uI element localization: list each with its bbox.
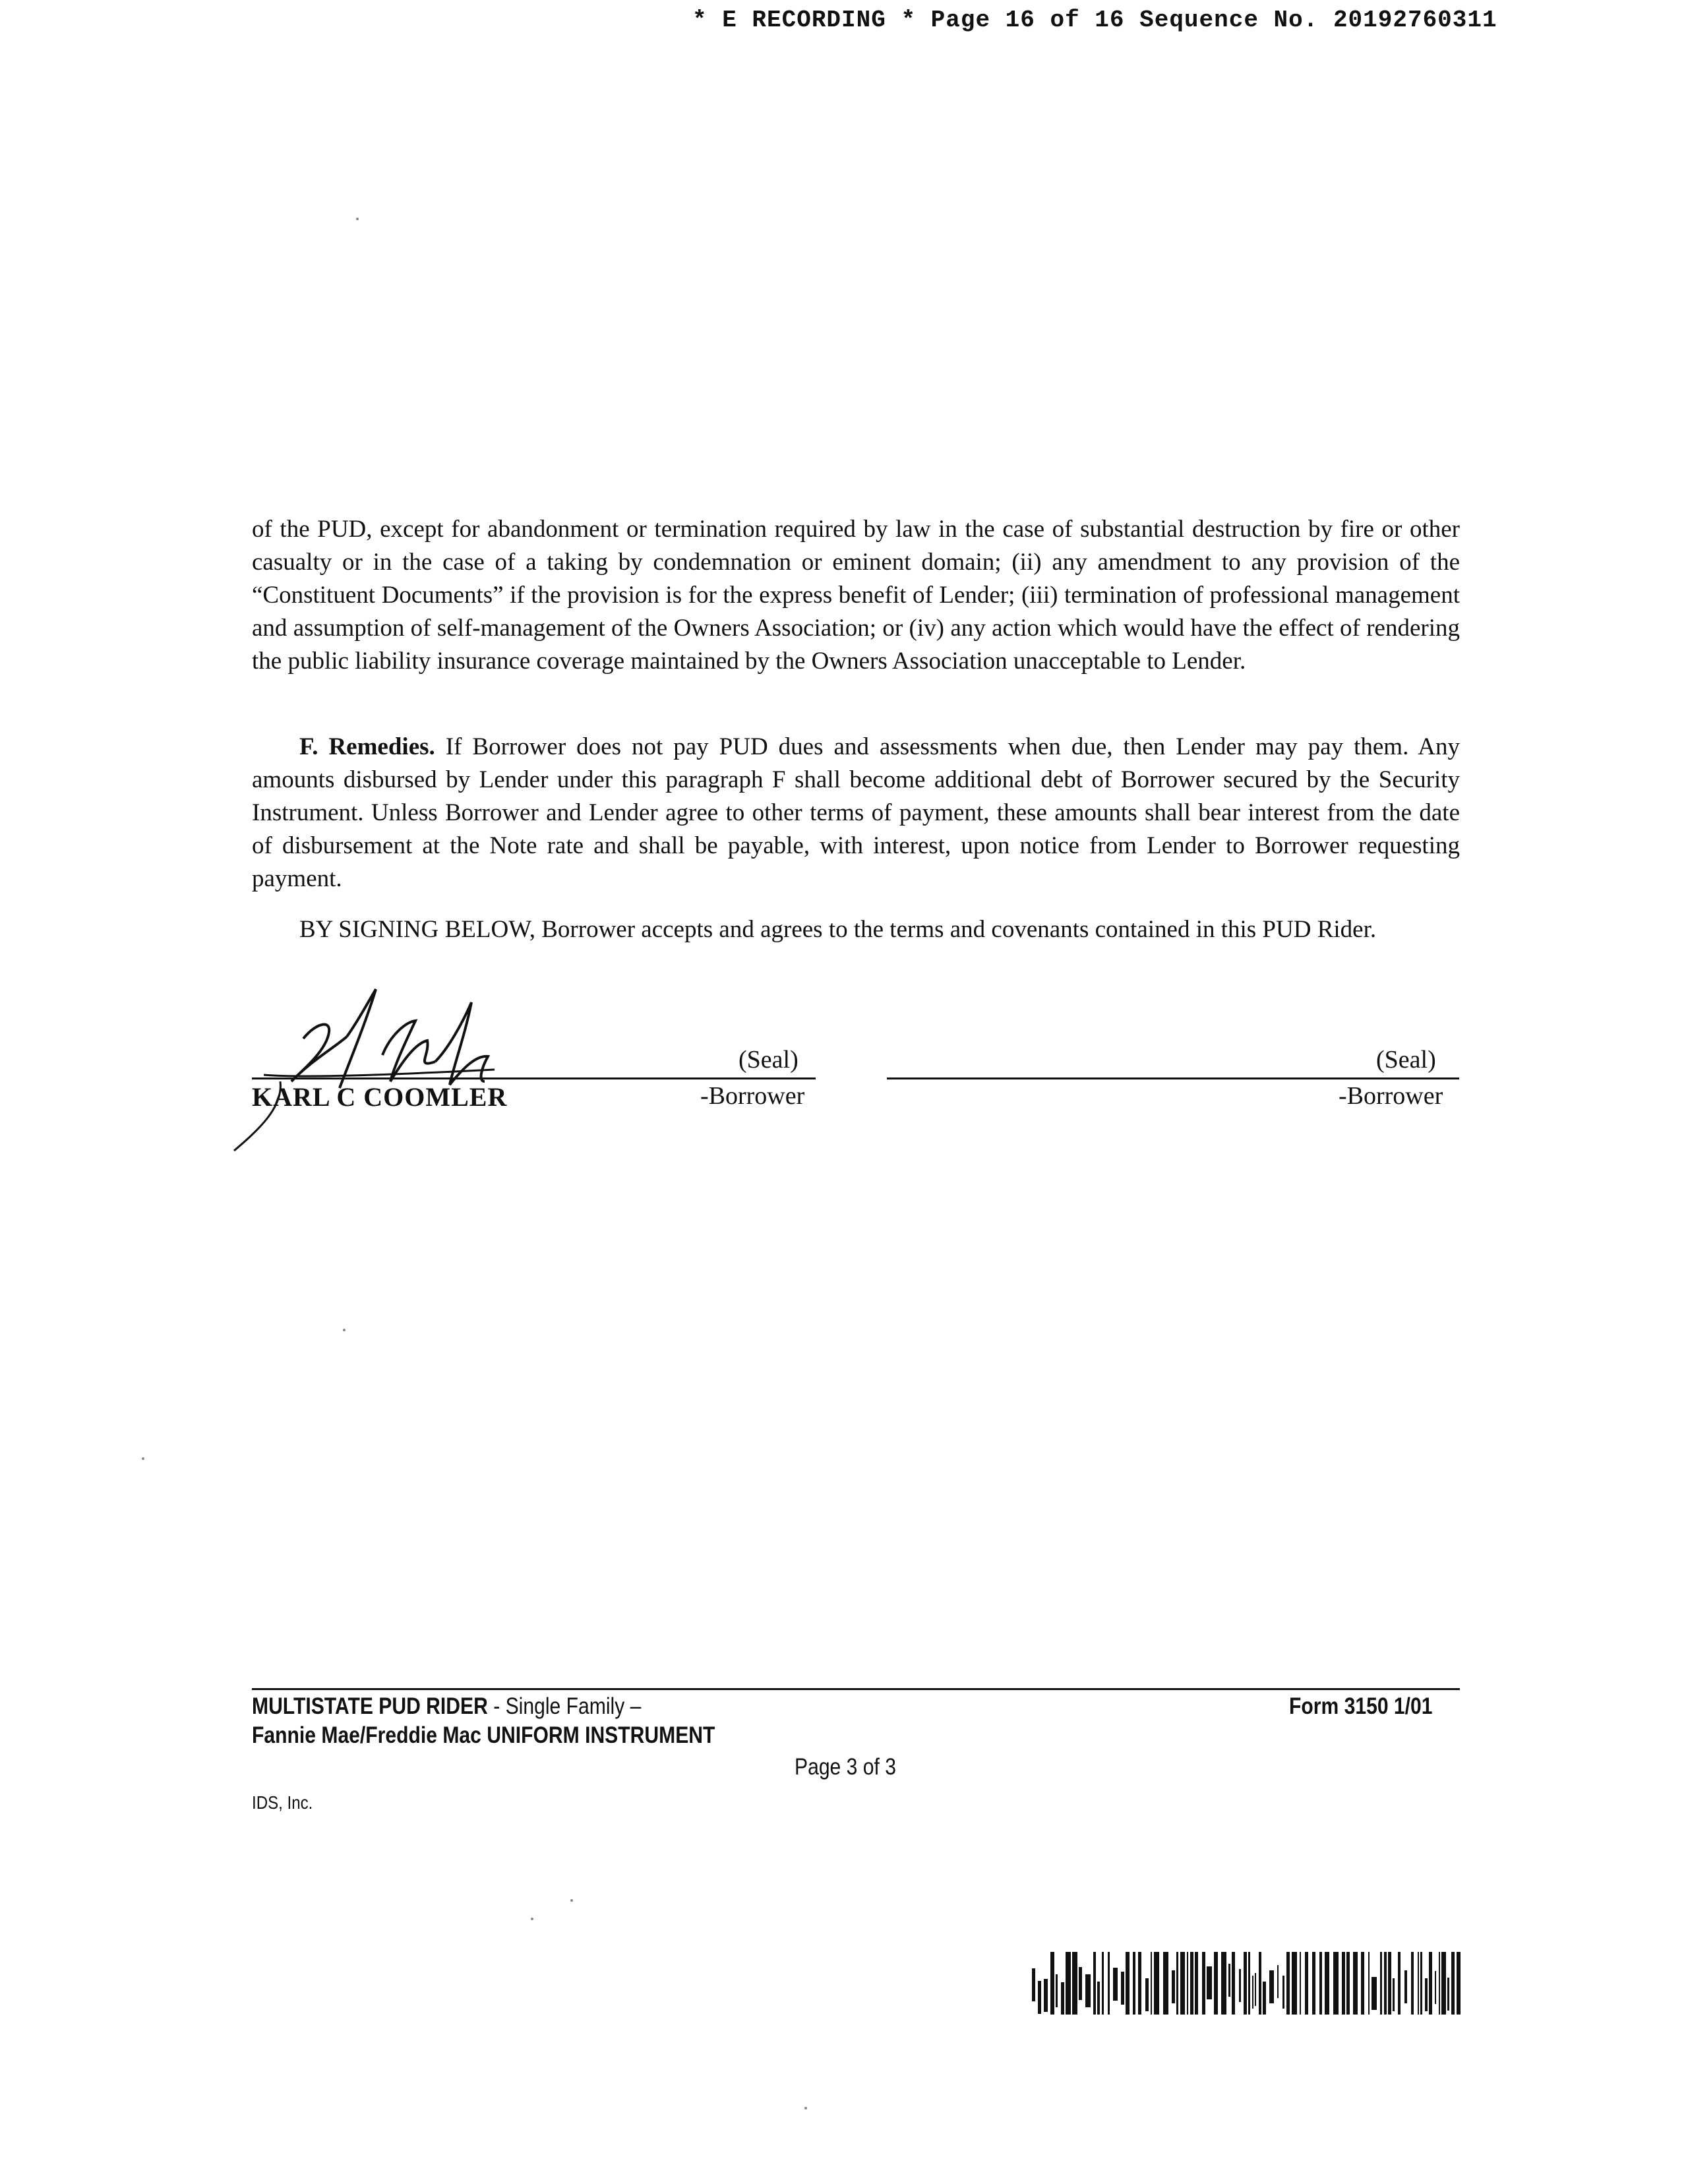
barcode-bar: [1411, 1952, 1414, 2015]
barcode-bar: [1050, 1952, 1054, 2015]
barcode-bar: [1384, 1952, 1387, 2015]
scan-speck: [356, 218, 359, 220]
vendor-label: IDS, Inc.: [252, 1792, 313, 1813]
barcode-bar: [1418, 1952, 1419, 2015]
barcode-bar: [1061, 1982, 1064, 2015]
barcode-bar: [1113, 1968, 1118, 2001]
barcode-bar: [1133, 1952, 1135, 2015]
form-title-rest: - Single Family –: [487, 1693, 642, 1719]
barcode-bar: [1319, 1952, 1322, 2015]
barcode-bar: [1342, 1952, 1345, 2015]
borrower-signature-line: [252, 1077, 816, 1079]
barcode-bar: [1361, 1952, 1364, 2015]
barcode-bar: [1447, 1978, 1449, 2011]
barcode-bar: [1312, 1952, 1315, 2015]
barcode-bar: [1145, 1978, 1149, 2011]
barcode-bar: [1154, 1952, 1159, 2015]
barcode-bar: [1353, 1952, 1358, 2015]
barcode-bar: [1441, 1952, 1446, 2015]
barcode-bar: [1187, 1952, 1188, 2015]
barcode-bar: [1195, 1952, 1198, 2015]
barcode-bar: [1255, 1973, 1256, 2006]
barcode-bar: [1259, 1952, 1261, 2015]
barcode-bar: [1252, 1976, 1253, 2009]
barcode-bar: [1439, 1952, 1440, 2015]
barcode-bar: [1221, 1952, 1226, 2015]
barcode-bar: [1300, 1952, 1301, 2015]
barcode-bar: [1263, 1982, 1266, 2015]
barcode-bar: [1172, 1970, 1175, 2003]
barcode-bar: [1398, 1952, 1401, 2015]
barcode-bar: [1429, 1952, 1432, 2015]
barcode-bar: [1380, 1952, 1382, 2015]
barcode-bar: [1151, 1952, 1152, 2015]
barcode-bar: [1032, 1968, 1035, 2001]
barcode-bar: [1202, 1952, 1205, 2015]
barcode-bar: [1138, 1952, 1141, 2015]
barcode-bar: [1388, 1952, 1391, 2015]
barcode-bar: [1232, 1952, 1235, 2015]
seal-label: (Seal): [738, 1046, 799, 1074]
remedies-text: If Borrower does not pay PUD dues and assessments when due, then Lender may pay them. Any amounts disbursed by Lender under this paragraph F shall become additional debt of Borrower secured by the Security Instrument. Unless Borrower and Lender agree to other terms of payment, these amounts shall bear interest from the date of disbursement at the Note rate and shall be payable, with interest, upon notice from Lender to Borrower requesting payment.: [252, 733, 1460, 892]
barcode-bar: [1368, 1952, 1370, 2015]
co-borrower-seal-label: (Seal): [1376, 1046, 1436, 1074]
remedies-heading: F. Remedies.: [299, 733, 435, 760]
barcode-bar: [1126, 1952, 1130, 2015]
barcode-bar: [1066, 1952, 1071, 2015]
barcode-bar: [1325, 1952, 1329, 2015]
co-borrower-signature-line: [887, 1077, 1459, 1079]
barcode-bar: [1248, 1952, 1250, 2015]
barcode-bar: [1282, 1976, 1284, 2009]
barcode-bar: [1404, 1970, 1407, 2003]
scan-speck: [142, 1457, 144, 1460]
barcode-bar: [1097, 1982, 1100, 2015]
barcode-bar: [1286, 1952, 1290, 2015]
barcode-bar: [1425, 1978, 1428, 2011]
barcode-bar: [1372, 1977, 1377, 2010]
barcode-bar: [1207, 1966, 1212, 1999]
barcode-bar: [1085, 1974, 1091, 2007]
barcode-bar: [1346, 1952, 1350, 2015]
barcode-bar: [1044, 1979, 1048, 2012]
barcode-bar: [1451, 1952, 1455, 2015]
barcode-bar: [1214, 1952, 1218, 2015]
barcode-bar: [1038, 1981, 1041, 2014]
barcode-bar: [1305, 1952, 1308, 2015]
recording-header: * E RECORDING * Page 16 of 16 Sequence No. 20192760311: [692, 7, 1497, 34]
form-subtitle: Fannie Mae/Freddie Mac UNIFORM INSTRUMENT: [252, 1722, 715, 1748]
barcode-bar: [1121, 1972, 1124, 2005]
barcode-bar: [1277, 1965, 1279, 1998]
barcode-bar: [1435, 1971, 1436, 2004]
barcode-bar: [1102, 1952, 1104, 2015]
barcode-bar: [1457, 1952, 1461, 2015]
body-paragraph-continuation: of the PUD, except for abandonment or termination required by law in the case of substantial destruction by fire or other casualty or in the case of a taking by condemnation or eminent domain; (ii) any amendment to any provision of the “Constituent Documents” if the provision is for the express benefit of Lender; (iii) termination of professional management and assumption of self-management of the Owners Association; or (iv) any action which would have the effect of rendering the public liability insurance coverage maintained by the Owners Association unacceptable to Lender.: [252, 516, 1460, 675]
barcode-bar: [1072, 1952, 1077, 2015]
remedies-paragraph: [252, 731, 1460, 895]
barcode-bar: [1079, 1967, 1082, 2000]
borrower-signature-image: [218, 983, 560, 1154]
form-number: Form 3150 1/01: [1289, 1693, 1433, 1719]
barcode-bar: [1190, 1952, 1193, 2015]
co-borrower-role-label: -Borrower: [1339, 1082, 1443, 1110]
barcode-bar: [1228, 1964, 1230, 1997]
barcode-bar: [1239, 1969, 1241, 2002]
barcode-bar: [1108, 1952, 1110, 2015]
barcode-bar: [1333, 1952, 1339, 2015]
page-number: Page 3 of 3: [795, 1754, 896, 1780]
barcode-bar: [1244, 1952, 1247, 2015]
barcode-bar: [1180, 1952, 1185, 2015]
footer-divider: [252, 1688, 1460, 1690]
form-title-bold: MULTISTATE PUD RIDER: [252, 1693, 488, 1719]
barcode-bar: [1393, 1978, 1395, 2011]
scan-speck: [804, 2107, 807, 2109]
borrower-role-label: -Borrower: [700, 1082, 805, 1110]
scan-speck: [531, 1918, 533, 1920]
signing-statement: BY SIGNING BELOW, Borrower accepts and agrees to the terms and covenants contained in this PUD Rider.: [299, 916, 1377, 943]
scan-speck: [570, 1899, 573, 1902]
barcode-bar: [1093, 1952, 1096, 2015]
barcode-bar: [1420, 1952, 1422, 2015]
barcode-bar: [1292, 1952, 1297, 2015]
barcode-bar: [1269, 1970, 1274, 2003]
scan-speck: [343, 1329, 346, 1331]
barcode-bar: [1163, 1952, 1168, 2015]
barcode-bar: [1176, 1952, 1178, 2015]
borrower-name: KARL C COOMLER: [252, 1082, 508, 1112]
barcode-image: [1032, 1952, 1461, 2015]
barcode-bar: [1056, 1974, 1058, 2007]
form-title: [252, 1693, 641, 1720]
